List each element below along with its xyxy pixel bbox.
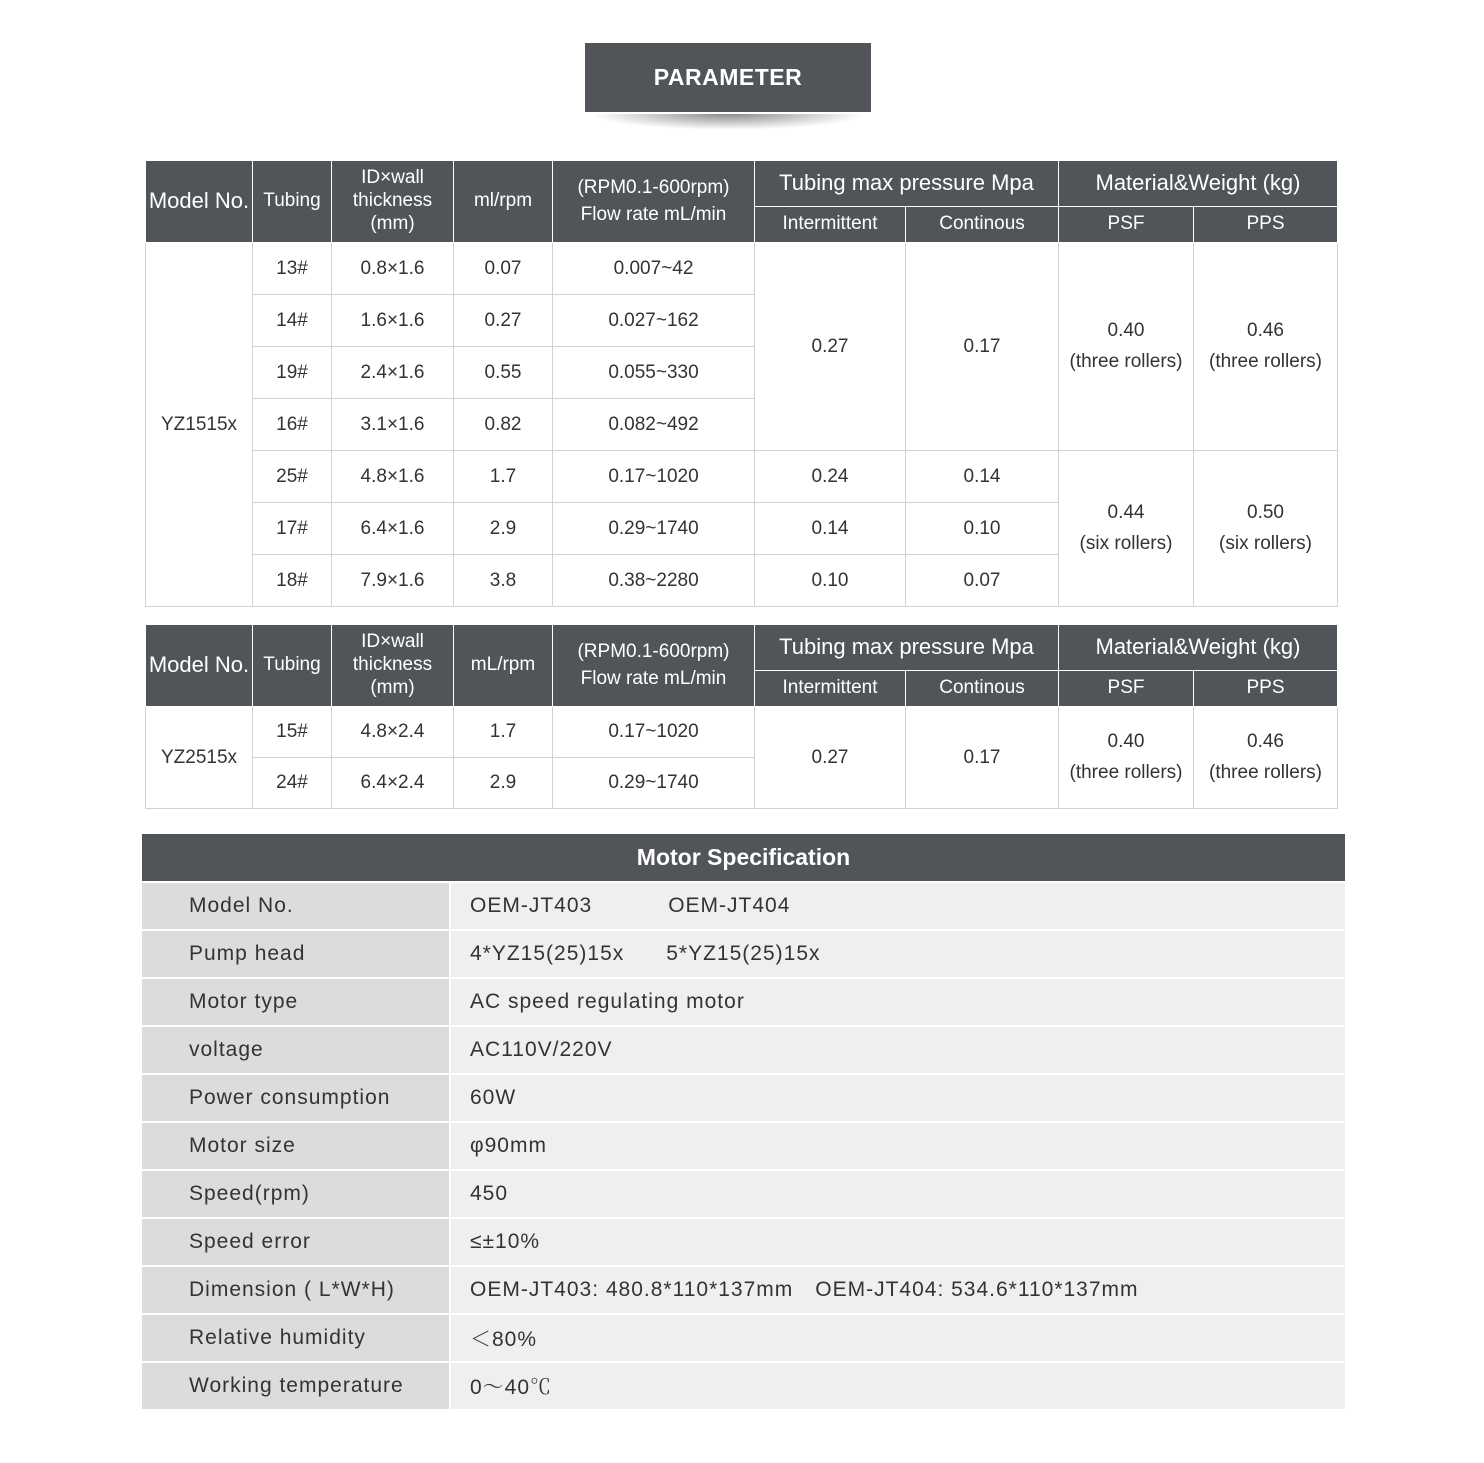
spec-row-model [142,883,1345,929]
header-material: Material&Weight (kg) [1059,625,1338,671]
id-cell: 2.4×1.6 [332,347,454,399]
psf-three-note: (three rollers) [1069,350,1183,372]
flow-cell: 0.29~1740 [553,758,755,809]
parameter-table-yz2515x [145,624,1338,809]
mlrpm-cell: 0.27 [454,295,553,347]
spec-value: ≤±10% [451,1219,1345,1265]
header-continous: Continous [906,671,1059,707]
spec-label: Pump head [142,931,449,977]
flow-cell: 0.38~2280 [553,555,755,607]
header-id-wall [332,161,454,243]
header-psf: PSF [1059,207,1194,243]
mlrpm-cell: 0.82 [454,399,553,451]
table-row [146,243,1338,295]
header-psf: PSF [1059,671,1194,707]
pump-head-a: 4*YZ15(25)15x [470,942,625,965]
intermittent-cell: 0.24 [755,451,906,503]
mlrpm-cell: 2.9 [454,503,553,555]
tubing-cell: 18# [253,555,332,607]
model-b: OEM-JT404 [668,894,791,917]
spec-row-humidity [142,1315,1345,1361]
spec-row-temperature [142,1363,1345,1409]
tubing-cell: 13# [253,243,332,295]
pps-note: (three rollers) [1209,761,1322,783]
table-row [146,707,1338,758]
spec-value: ＜80% [451,1315,1345,1361]
banner-shadow [590,114,866,130]
mlrpm-cell: 2.9 [454,758,553,809]
header-pps: PPS [1194,671,1338,707]
spec-value [451,1267,1345,1313]
flow-cell: 0.055~330 [553,347,755,399]
header-id-line3: (mm) [370,212,415,234]
tubing-cell: 25# [253,451,332,503]
header-mlrpm: mL/rpm [454,625,553,707]
spec-row-speed [142,1171,1345,1217]
motor-specification [142,834,1345,1409]
mlrpm-cell: 1.7 [454,451,553,503]
spec-value: φ90mm [451,1123,1345,1169]
spec-label: Motor type [142,979,449,1025]
header-pressure: Tubing max pressure Mpa [755,625,1059,671]
motor-spec-title: Motor Specification [142,834,1345,881]
id-cell: 7.9×1.6 [332,555,454,607]
continous-cell: 0.17 [906,707,1059,809]
id-cell: 3.1×1.6 [332,399,454,451]
spec-label: Motor size [142,1123,449,1169]
header-model: Model No. [146,161,253,243]
model-cell: YZ1515x [146,243,253,607]
psf-cell [1059,707,1194,809]
pump-head-b: 5*YZ15(25)15x [666,942,821,965]
header-model: Model No. [146,625,253,707]
psf-value: 0.40 [1107,731,1145,753]
mlrpm-cell: 1.7 [454,707,553,758]
continous-group-cell: 0.17 [906,243,1059,451]
intermittent-cell: 0.10 [755,555,906,607]
id-cell: 4.8×1.6 [332,451,454,503]
tubing-cell: 16# [253,399,332,451]
spec-label: Working temperature [142,1363,449,1409]
spec-label: Power consumption [142,1075,449,1121]
spec-row-motor-size [142,1123,1345,1169]
header-pps: PPS [1194,207,1338,243]
spec-label: Model No. [142,883,449,929]
id-cell: 6.4×2.4 [332,758,454,809]
dimension-a: OEM-JT403: 480.8*110*137mm [470,1278,794,1301]
header-flow-line2: Flow rate mL/min [580,203,727,225]
id-cell: 4.8×2.4 [332,707,454,758]
spec-value: AC speed regulating motor [451,979,1345,1025]
pps-three-value: 0.46 [1247,320,1284,342]
parameter-table-yz1515x [145,160,1338,607]
id-cell: 0.8×1.6 [332,243,454,295]
header-tubing: Tubing [253,625,332,707]
header-id-line1: ID×wall [361,167,424,189]
psf-three-value: 0.40 [1107,320,1145,342]
continous-cell: 0.10 [906,503,1059,555]
parameter-banner [585,43,871,112]
header-flow [553,625,755,707]
spec-value: 450 [451,1171,1345,1217]
pps-three-note: (three rollers) [1209,350,1322,372]
spec-row-motor-type [142,979,1345,1025]
flow-cell: 0.007~42 [553,243,755,295]
psf-six-note: (six rollers) [1079,532,1173,554]
model-cell: YZ2515x [146,707,253,809]
tubing-cell: 17# [253,503,332,555]
psf-note: (three rollers) [1069,761,1183,783]
table-row [146,451,1338,503]
header-mlrpm: ml/rpm [454,161,553,243]
flow-cell: 0.29~1740 [553,503,755,555]
dimension-b: OEM-JT404: 534.6*110*137mm [815,1278,1139,1301]
flow-cell: 0.082~492 [553,399,755,451]
header-flow-line1: (RPM0.1-600rpm) [577,176,730,198]
pps-six-cell [1194,451,1338,607]
tubing-cell: 24# [253,758,332,809]
mlrpm-cell: 0.07 [454,243,553,295]
continous-cell: 0.07 [906,555,1059,607]
header-flow-line2: Flow rate mL/min [580,667,727,689]
header-id-line2: thickness [352,190,433,212]
model-a: OEM-JT403 [470,894,593,917]
spec-label: Speed error [142,1219,449,1265]
spec-row-dimension [142,1267,1345,1313]
header-flow [553,161,755,243]
spec-label: voltage [142,1027,449,1073]
spec-value [451,931,1345,977]
spec-value [451,883,1345,929]
spec-row-speed-error [142,1219,1345,1265]
pps-cell [1194,707,1338,809]
pps-three-cell [1194,243,1338,451]
mlrpm-cell: 3.8 [454,555,553,607]
psf-six-value: 0.44 [1107,502,1145,524]
header-flow-line1: (RPM0.1-600rpm) [577,640,730,662]
spec-row-voltage [142,1027,1345,1073]
intermittent-group-cell: 0.27 [755,243,906,451]
spec-value: 0～40℃ [451,1363,1345,1409]
id-cell: 1.6×1.6 [332,295,454,347]
psf-three-cell [1059,243,1194,451]
pps-six-value: 0.50 [1247,502,1284,524]
spec-label: Relative humidity [142,1315,449,1361]
continous-cell: 0.14 [906,451,1059,503]
flow-cell: 0.027~162 [553,295,755,347]
tubing-cell: 19# [253,347,332,399]
tubing-cell: 14# [253,295,332,347]
header-continous: Continous [906,207,1059,243]
header-tubing: Tubing [253,161,332,243]
flow-cell: 0.17~1020 [553,451,755,503]
banner-title: PARAMETER [653,64,803,90]
header-id-wall [332,625,454,707]
header-id-line2: thickness [352,654,433,676]
header-id-line3: (mm) [370,676,415,698]
pps-value: 0.46 [1247,731,1284,753]
spec-value: AC110V/220V [451,1027,1345,1073]
header-pressure: Tubing max pressure Mpa [755,161,1059,207]
spec-label: Dimension ( L*W*H) [142,1267,449,1313]
id-cell: 6.4×1.6 [332,503,454,555]
header-intermittent: Intermittent [755,671,906,707]
tubing-cell: 15# [253,707,332,758]
intermittent-cell: 0.27 [755,707,906,809]
spec-value: 60W [451,1075,1345,1121]
spec-row-power [142,1075,1345,1121]
header-id-line1: ID×wall [361,631,424,653]
psf-six-cell [1059,451,1194,607]
intermittent-cell: 0.14 [755,503,906,555]
mlrpm-cell: 0.55 [454,347,553,399]
spec-row-pump-head [142,931,1345,977]
flow-cell: 0.17~1020 [553,707,755,758]
header-material: Material&Weight (kg) [1059,161,1338,207]
pps-six-note: (six rollers) [1219,532,1312,554]
header-intermittent: Intermittent [755,207,906,243]
spec-label: Speed(rpm) [142,1171,449,1217]
